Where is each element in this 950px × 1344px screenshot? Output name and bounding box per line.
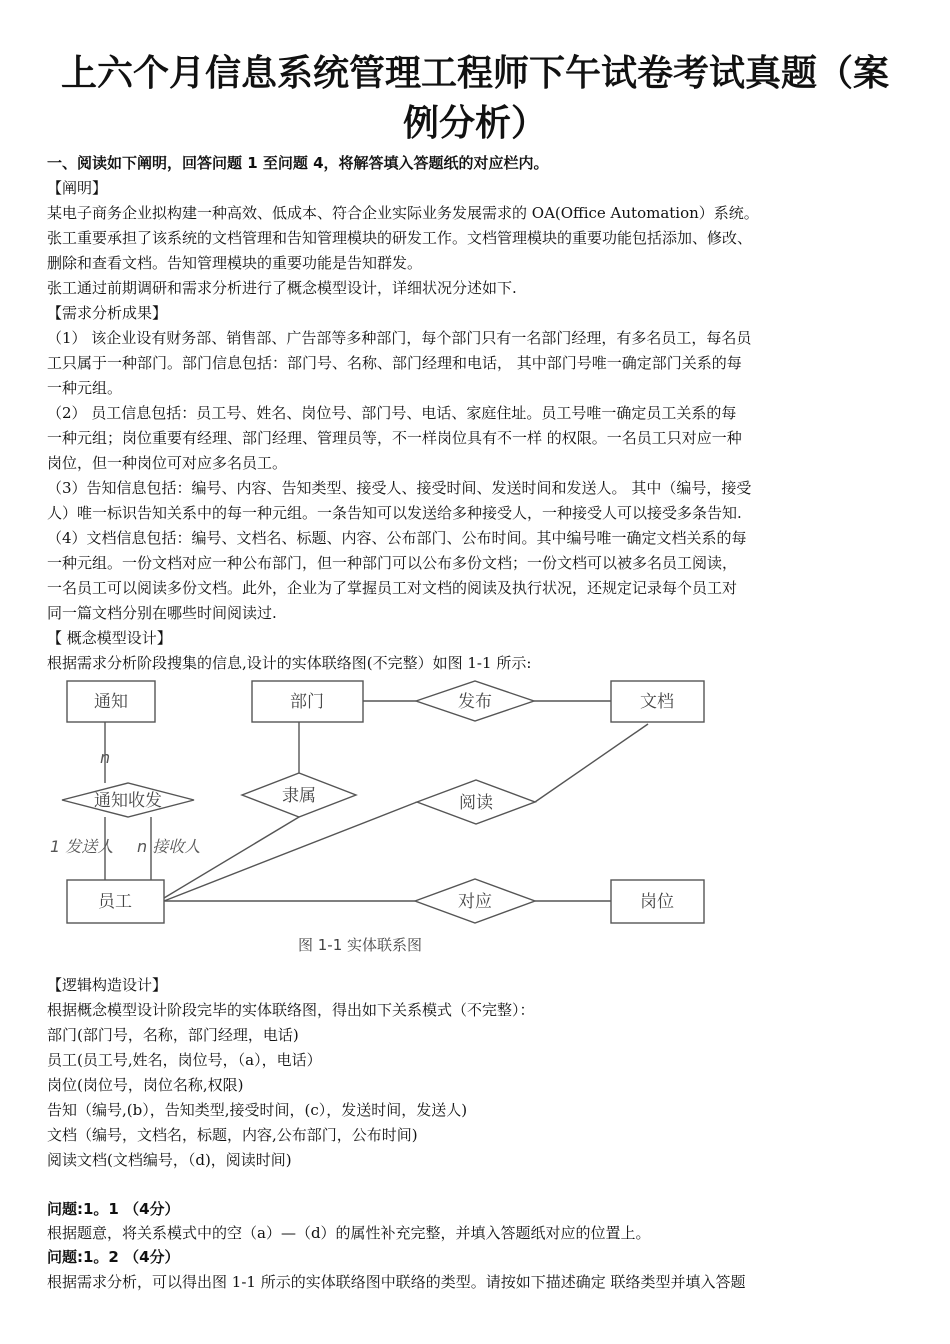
requirement-line: （3）告知信息包括：编号、内容、告知类型、接受人、接受时间、发送时间和发送人。 其中（编号，接受 bbox=[47, 479, 752, 497]
entity-post-label: 岗位 bbox=[640, 892, 674, 912]
label-luoji: 【逻辑构造设计】 bbox=[47, 976, 168, 994]
relation-line: 员工(员工号,姓名，岗位号，（a），电话） bbox=[47, 1051, 322, 1069]
requirement-line: 一种元组；岗位重要有经理、部门经理、管理员等，不一样岗位具有不一样 的权限。一名员工只对应一种 bbox=[47, 429, 742, 447]
requirement-line: 岗位，但一种岗位可对应多名员工。 bbox=[47, 454, 288, 472]
document-title-line-2: 例分析） bbox=[402, 103, 547, 144]
section-heading: 一、阅读如下阐明，回答问题 1 至问题 4，将解答填入答题纸的对应栏内。 bbox=[47, 154, 549, 172]
card-sender: 1 发送人 bbox=[50, 837, 114, 856]
label-shuoming: 【阐明】 bbox=[47, 179, 108, 197]
intro-line: 张工通过前期调研和需求分析进行了概念模型设计，详细状况分述如下. bbox=[47, 279, 517, 297]
label-xuqiu: 【需求分析成果】 bbox=[47, 304, 168, 322]
card-receiver: n 接收人 bbox=[137, 837, 201, 856]
intro-line: 删除和查看文档。告知管理模块的重要功能是告知群发。 bbox=[47, 254, 423, 272]
requirement-line: （1） 该企业设有财务部、销售部、广告部等多种部门，每个部门只有一名部门经理，有多名员工，每名员 bbox=[47, 329, 752, 347]
card-notice-n: n bbox=[100, 748, 111, 767]
figure-caption: 图 1-1 实体联系图 bbox=[297, 936, 423, 954]
rel-correspond-label: 对应 bbox=[458, 892, 492, 912]
relation-line: 部门(部门号，名称，部门经理，电话) bbox=[47, 1026, 299, 1044]
entity-doc-label: 文档 bbox=[640, 692, 674, 712]
er-diagram bbox=[50, 677, 712, 962]
logic-intro: 根据概念模型设计阶段完毕的实体联络图，得出如下关系模式（不完整）： bbox=[47, 1001, 535, 1019]
question-heading: 问题:1。1 （4分） bbox=[47, 1200, 180, 1218]
requirement-line: 同一篇文档分别在哪些时间阅读过. bbox=[47, 604, 277, 622]
document-title-line-1: 上六个月信息系统管理工程师下午试卷考试真题（案 bbox=[60, 53, 889, 94]
requirement-line: （2） 员工信息包括：员工号、姓名、岗位号、部门号、电话、家庭住址。员工号唯一确定员工关系的每 bbox=[47, 404, 737, 422]
line-belong-emp bbox=[164, 817, 299, 898]
question-text: 根据题意，将关系模式中的空（a）—（d）的属性补充完整，并填入答题纸对应的位置上。 bbox=[47, 1224, 651, 1242]
relation-line: 岗位(岗位号，岗位名称,权限) bbox=[47, 1076, 244, 1094]
line-read-doc bbox=[535, 724, 648, 802]
rel-publish-label: 发布 bbox=[458, 692, 492, 712]
label-gainian: 【 概念模型设计】 bbox=[47, 629, 172, 647]
intro-line: 张工重要承担了该系统的文档管理和告知管理模块的研发工作。文档管理模块的重要功能包括添加、修改、 bbox=[47, 229, 753, 247]
question-heading: 问题:1。2 （4分） bbox=[47, 1248, 180, 1266]
entity-dept-label: 部门 bbox=[290, 692, 324, 712]
requirement-line: （4）文档信息包括：编号、文档名、标题、内容、公布部门、公布时间。其中编号唯一确定文档关系的每 bbox=[47, 529, 747, 547]
requirement-line: 人）唯一标识告知关系中的每一种元组。一条告知可以发送给多种接受人，一种接受人可以接受多条告知. bbox=[47, 504, 742, 522]
entity-notice-label: 通知 bbox=[94, 692, 128, 712]
requirement-line: 一种元组。 bbox=[47, 379, 123, 397]
rel-belong-label: 隶属 bbox=[282, 786, 316, 806]
requirement-line: 工只属于一种部门。部门信息包括：部门号、名称、部门经理和电话， 其中部门号唯一确定部门关系的每 bbox=[47, 354, 742, 372]
relation-line: 告知（编号,(b），告知类型,接受时间，(c），发送时间，发送人) bbox=[47, 1101, 468, 1119]
concept-text: 根据需求分析阶段搜集的信息,设计的实体联络图(不完整）如图 1-1 所示: bbox=[47, 654, 532, 672]
requirement-line: 一种元组。一份文档对应一种公布部门，但一种部门可以公布多份文档；一份文档可以被多名员工阅读， bbox=[47, 554, 738, 572]
rel-receive-label: 通知收发 bbox=[94, 791, 162, 811]
line-read-emp bbox=[164, 802, 417, 901]
requirement-line: 一名员工可以阅读多份文档。此外，企业为了掌握员工对文档的阅读及执行状况，还规定记录每个员工对 bbox=[47, 579, 738, 597]
relation-line: 阅读文档(文档编号，（d)，阅读时间) bbox=[47, 1151, 292, 1169]
rel-read-label: 阅读 bbox=[459, 793, 493, 813]
intro-line: 某电子商务企业拟构建一种高效、低成本、符合企业实际业务发展需求的 OA(Office Automation）系统。 bbox=[47, 204, 759, 222]
entity-emp-label: 员工 bbox=[98, 892, 132, 912]
relation-line: 文档（编号，文档名，标题，内容,公布部门，公布时间) bbox=[47, 1126, 418, 1144]
question-text: 根据需求分析，可以得出图 1-1 所示的实体联络图中联络的类型。请按如下描述确定 联络类型并填入答题 bbox=[47, 1273, 746, 1291]
